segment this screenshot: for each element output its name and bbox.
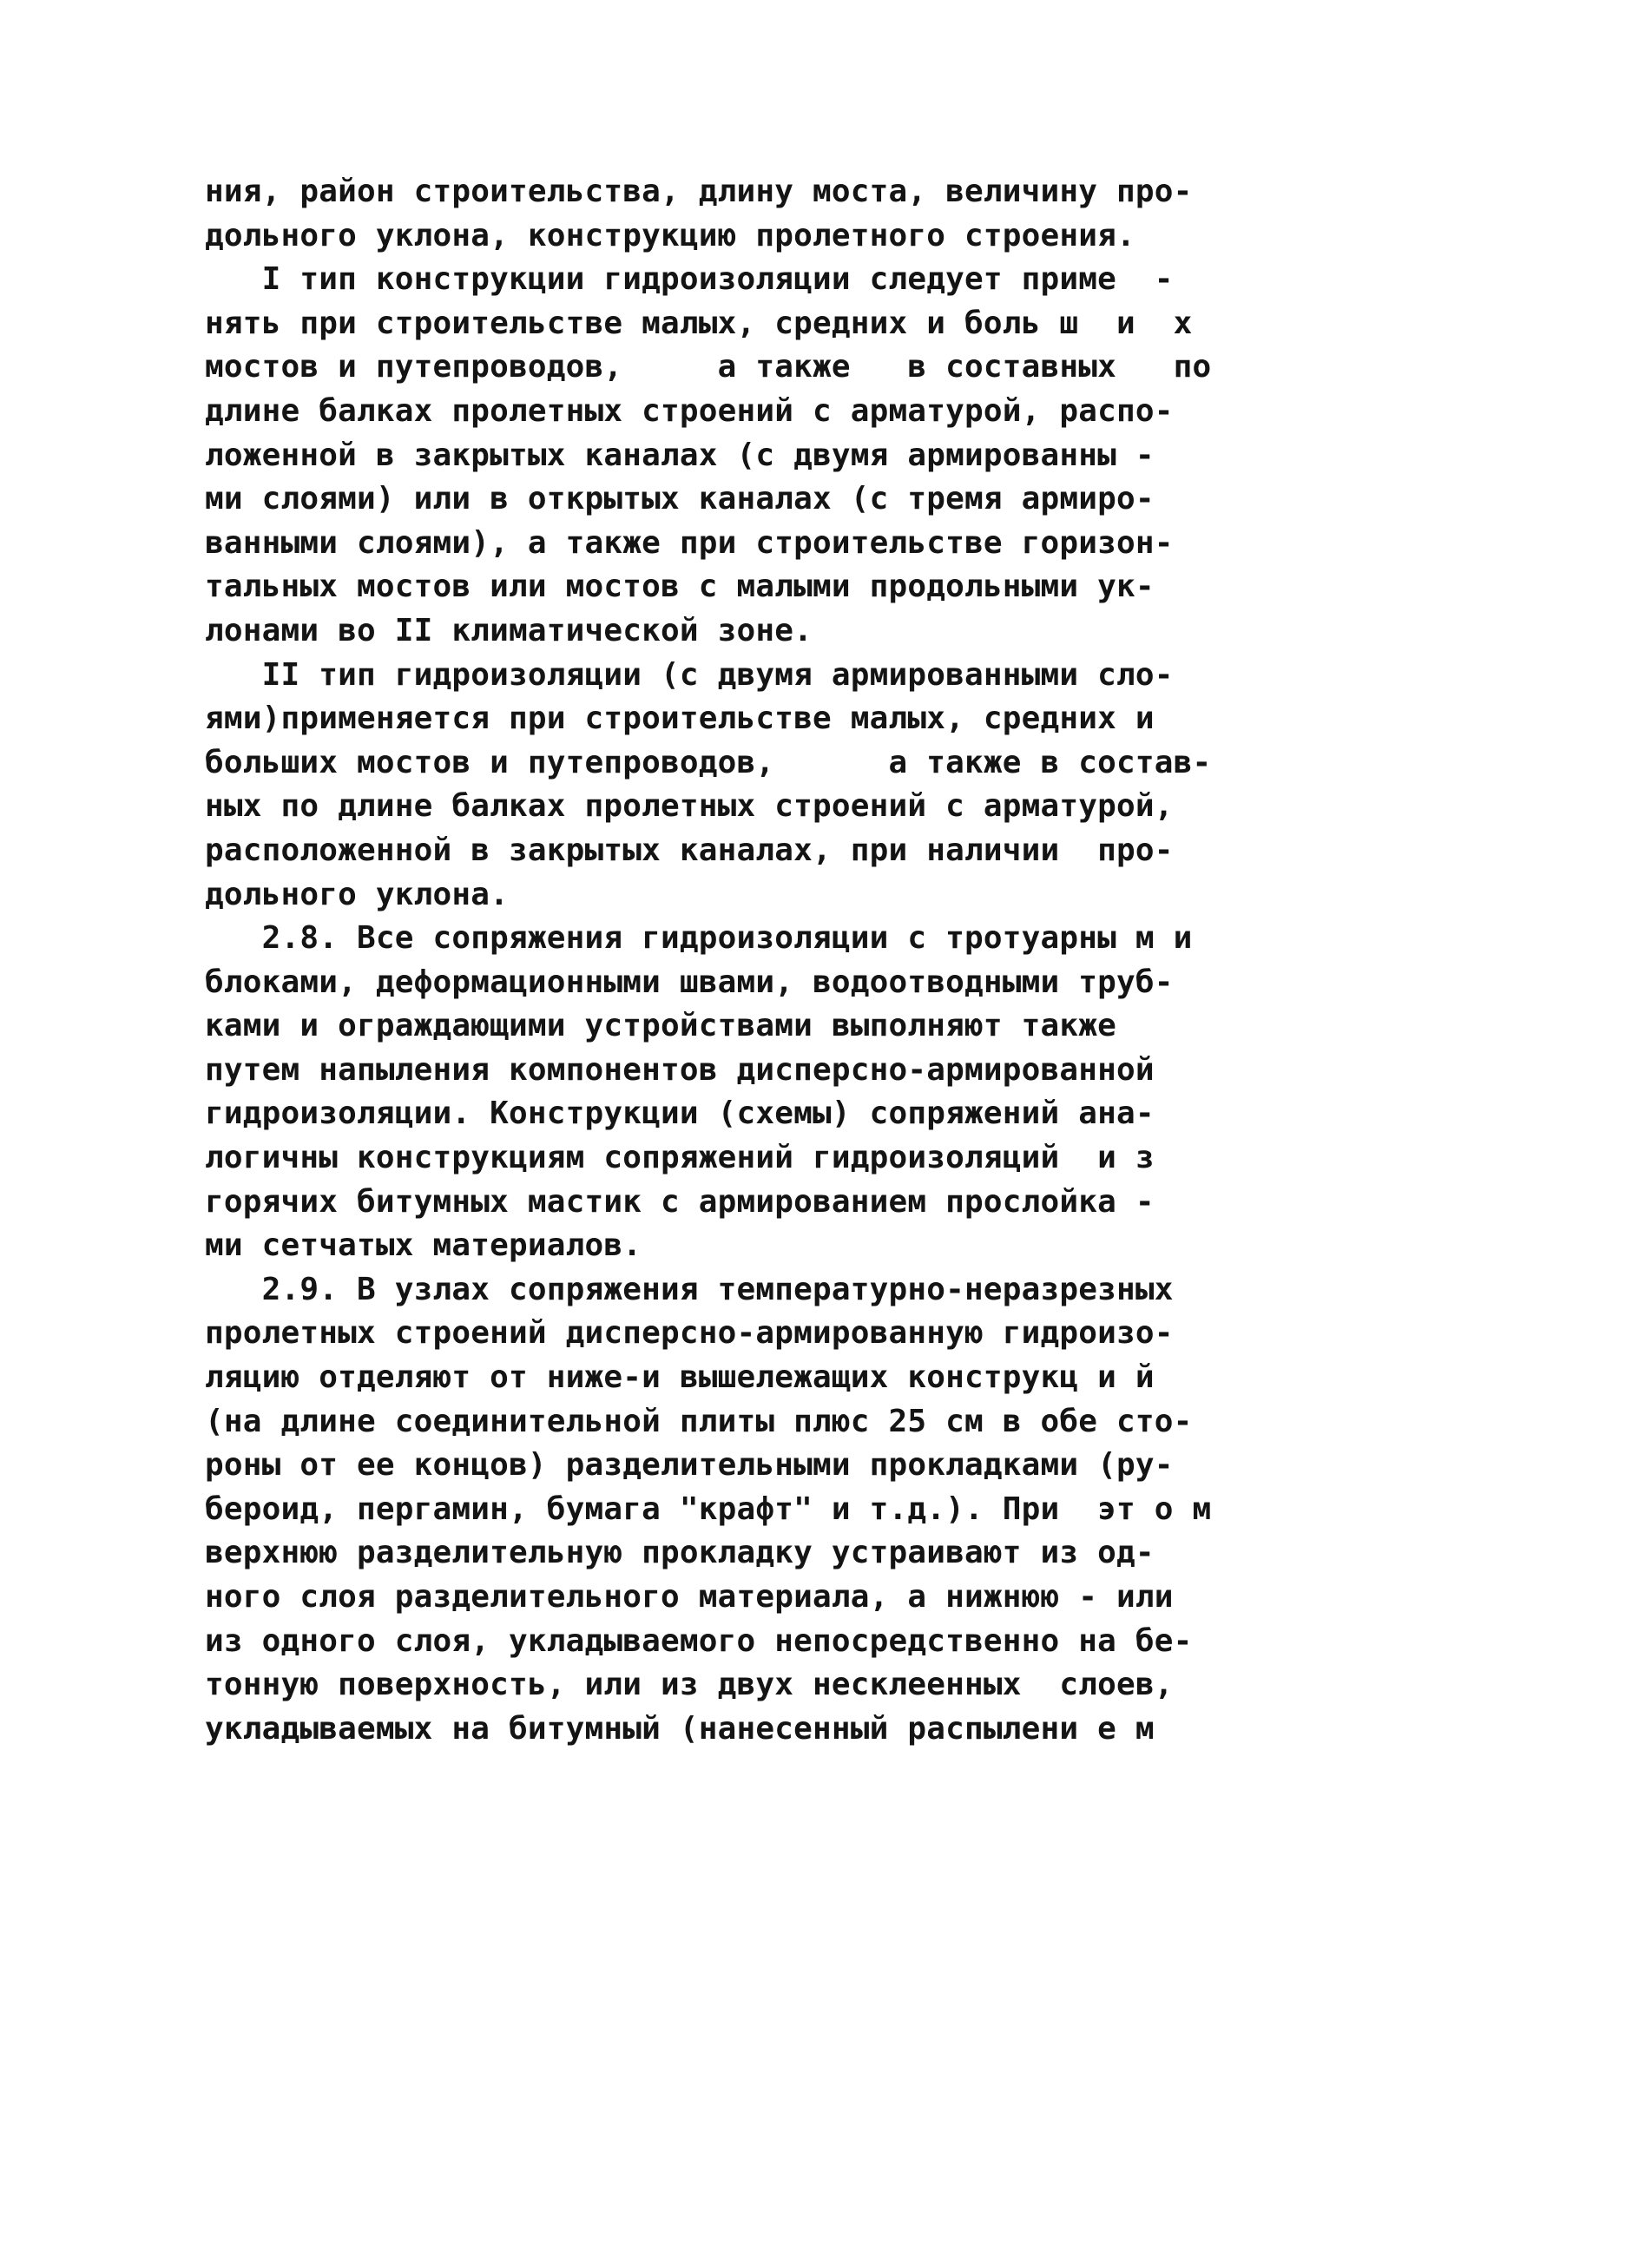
text-line: верхнюю разделительную прокладку устраивают из од- xyxy=(205,1535,1155,1571)
text-line: логичны конструкциям сопряжений гидроизоляций и з xyxy=(205,1140,1155,1176)
text-line: ного слоя разделительного материала, а нижнюю - или xyxy=(205,1579,1174,1615)
text-line: расположенной в закрытых каналах, при наличии про- xyxy=(205,832,1174,868)
text-line: из одного слоя, укладываемого непосредственно на бе- xyxy=(205,1622,1193,1659)
text-line: 2.9. В узлах сопряжения температурно-неразрезных xyxy=(205,1271,1174,1307)
text-line: блоками, деформационными швами, водоотводными труб- xyxy=(205,964,1174,1000)
text-line: дольного уклона. xyxy=(205,876,509,912)
text-line: дольного уклона, конструкцию пролетного строения. xyxy=(205,217,1135,253)
text-line: ями)применяется при строительстве малых, средних и xyxy=(205,701,1155,737)
text-line: тальных мостов или мостов с малыми продольными ук- xyxy=(205,569,1155,605)
text-line: ми сетчатых материалов. xyxy=(205,1227,642,1264)
text-line: ния, район строительства, длину моста, величину про- xyxy=(205,174,1193,209)
text-line: гидроизоляции. Конструкции (схемы) сопряжений ана- xyxy=(205,1096,1155,1132)
text-line: длине балках пролетных строений с арматурой, распо- xyxy=(205,392,1174,429)
text-line: больших мостов и путепроводов, а также в состав- xyxy=(205,744,1212,780)
text-line: II тип гидроизоляции (с двумя армированными сло- xyxy=(205,656,1174,693)
text-line: лонами во II климатической зоне. xyxy=(205,612,813,648)
text-line: ных по длине балках пролетных строений с арматурой, xyxy=(205,788,1174,825)
text-line: бероид, пергамин, бумага "крафт" и т.д.). При эт о м xyxy=(205,1491,1212,1527)
text-line: укладываемых на битумный (нанесенный распылени е м xyxy=(205,1710,1155,1747)
text-line: ми слоями) или в открытых каналах (с тремя армиро- xyxy=(205,481,1155,517)
text-line: путем напыления компонентов дисперсно-армированной xyxy=(205,1051,1155,1088)
text-line: мостов и путепроводов, а также в составных по xyxy=(205,349,1212,385)
text-line: горячих битумных мастик с армированием прослойка - xyxy=(205,1183,1155,1220)
text-line: 2.8. Все сопряжения гидроизоляции с тротуарны м и xyxy=(205,920,1193,957)
text-line: тонную поверхность, или из двух несклеенных слоев, xyxy=(205,1667,1174,1703)
text-line: ванными слоями), а также при строительстве горизон- xyxy=(205,524,1174,561)
text-line: нять при строительстве малых, средних и боль ш и х xyxy=(205,305,1193,341)
body-text xyxy=(205,170,1325,1751)
text-line: пролетных строений дисперсно-армированную гидроизо- xyxy=(205,1315,1174,1352)
text-line: ками и ограждающими устройствами выполняют также xyxy=(205,1008,1116,1044)
text-line: (на длине соединительной плиты плюс 25 см в обе сто- xyxy=(205,1403,1193,1439)
text-line: I тип конструкции гидроизоляции следует приме - xyxy=(205,261,1174,298)
text-line: роны от ее концов) разделительными прокладками (ру- xyxy=(205,1447,1174,1484)
text-line: ложенной в закрытых каналах (с двумя армированны - xyxy=(205,437,1155,473)
text-line: ляцию отделяют от ниже-и вышележащих конструкц и й xyxy=(205,1359,1155,1396)
